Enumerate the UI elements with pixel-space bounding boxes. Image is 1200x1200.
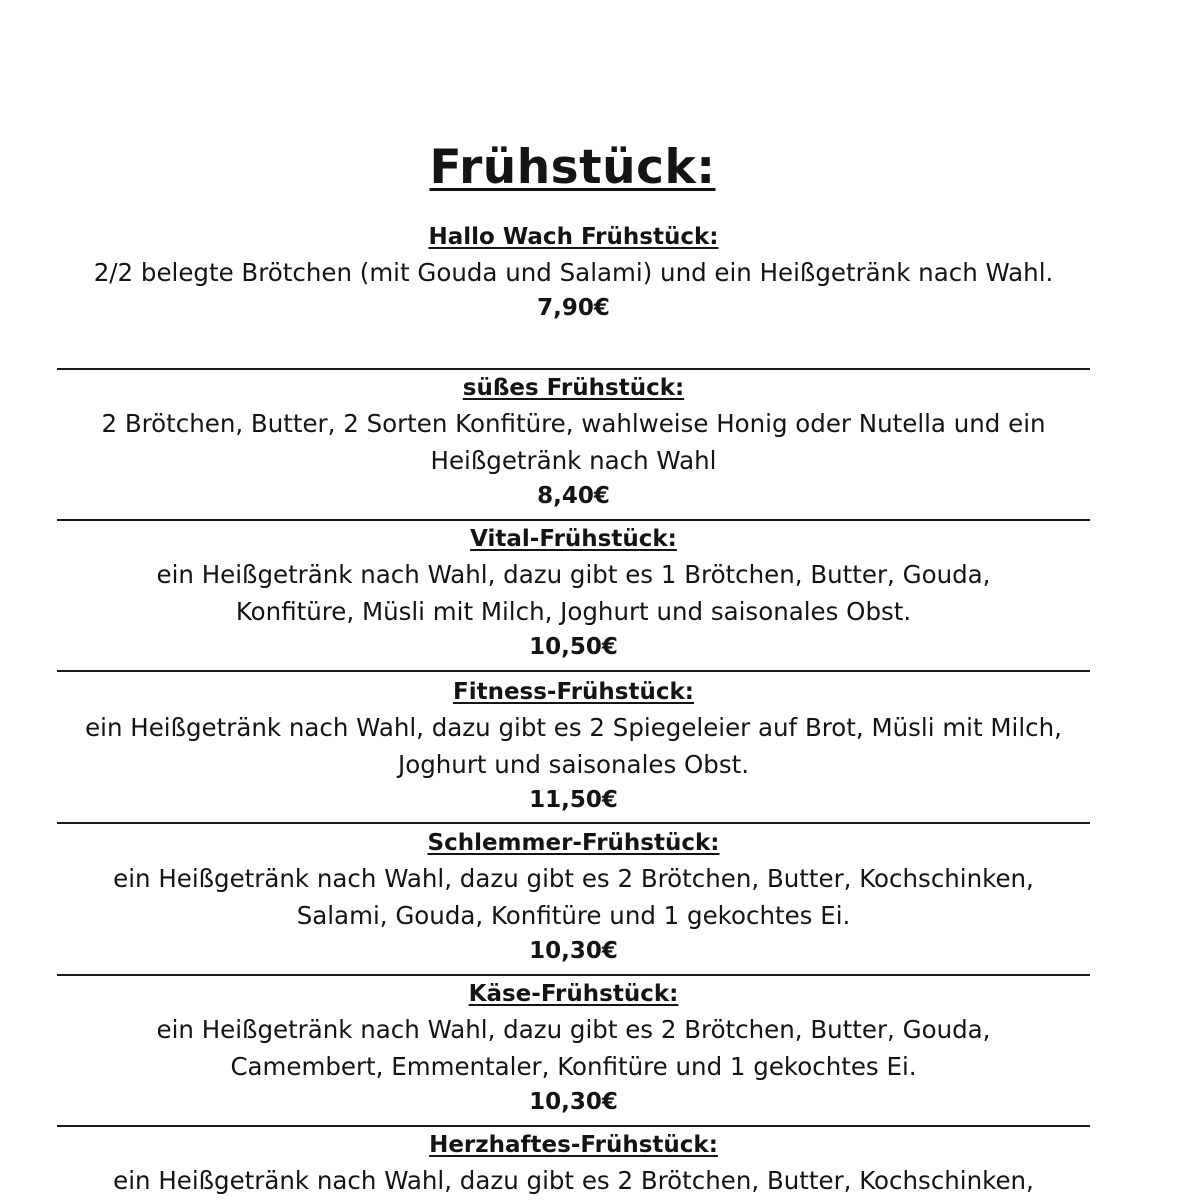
section-price: 10,30€ (529, 1089, 618, 1115)
section-divider (57, 368, 1090, 370)
menu-section (57, 1130, 1090, 1200)
section-price: 8,40€ (537, 483, 610, 509)
section-description: ein Heißgetränk nach Wahl, dazu gibt es 2 Brötchen, Butter, Gouda, Camembert, Emmentaler, Konfitüre und 1 gekochtes Ei. (156, 1015, 991, 1081)
section-description: ein Heißgetränk nach Wahl, dazu gibt es 1 Brötchen, Butter, Gouda, Konfitüre, Müsli mit Milch, Joghurt und saisonales Obst. (156, 560, 991, 626)
page-title: Frühstück: (429, 140, 716, 195)
section-description: 2/2 belegte Brötchen (mit Gouda und Salami) und ein Heißgetränk nach Wahl. (93, 258, 1054, 287)
section-price: 11,50€ (529, 787, 618, 813)
section-description: ein Heißgetränk nach Wahl, dazu gibt es 2 Brötchen, Butter, Kochschinken, Salami, Gouda, Konfitüre und 1 gekochtes Ei. (113, 864, 1034, 930)
section-heading: Hallo Wach Frühstück: (428, 224, 719, 250)
section-description: 2 Brötchen, Butter, 2 Sorten Konfitüre, wahlweise Honig oder Nutella und ein Heißgetränk nach Wahl (101, 409, 1046, 475)
menu-section (57, 828, 1090, 968)
section-divider (57, 670, 1090, 672)
section-description: ein Heißgetränk nach Wahl, dazu gibt es 2 Spiegeleier auf Brot, Müsli mit Milch, Joghurt und saisonales Obst. (85, 713, 1062, 779)
section-price: 10,30€ (529, 938, 618, 964)
section-heading: Fitness-Frühstück: (452, 679, 694, 705)
menu-section (57, 677, 1090, 817)
section-price: 10,50€ (529, 634, 618, 660)
section-price: 7,90€ (537, 295, 610, 321)
menu-section (57, 524, 1090, 664)
section-heading: süßes Frühstück: (462, 375, 685, 401)
section-description: ein Heißgetränk nach Wahl, dazu gibt es 2 Brötchen, Butter, Kochschinken, (113, 1166, 1034, 1195)
section-heading: Herzhaftes-Frühstück: (429, 1132, 718, 1158)
section-heading: Schlemmer-Frühstück: (427, 830, 720, 856)
section-divider (57, 1125, 1090, 1127)
section-divider (57, 519, 1090, 521)
section-heading: Käse-Frühstück: (468, 981, 679, 1007)
section-divider (57, 822, 1090, 824)
section-divider (57, 974, 1090, 976)
menu-section (57, 373, 1090, 513)
section-heading: Vital-Frühstück: (470, 526, 677, 552)
menu-section (57, 979, 1090, 1119)
menu-section (57, 222, 1090, 325)
